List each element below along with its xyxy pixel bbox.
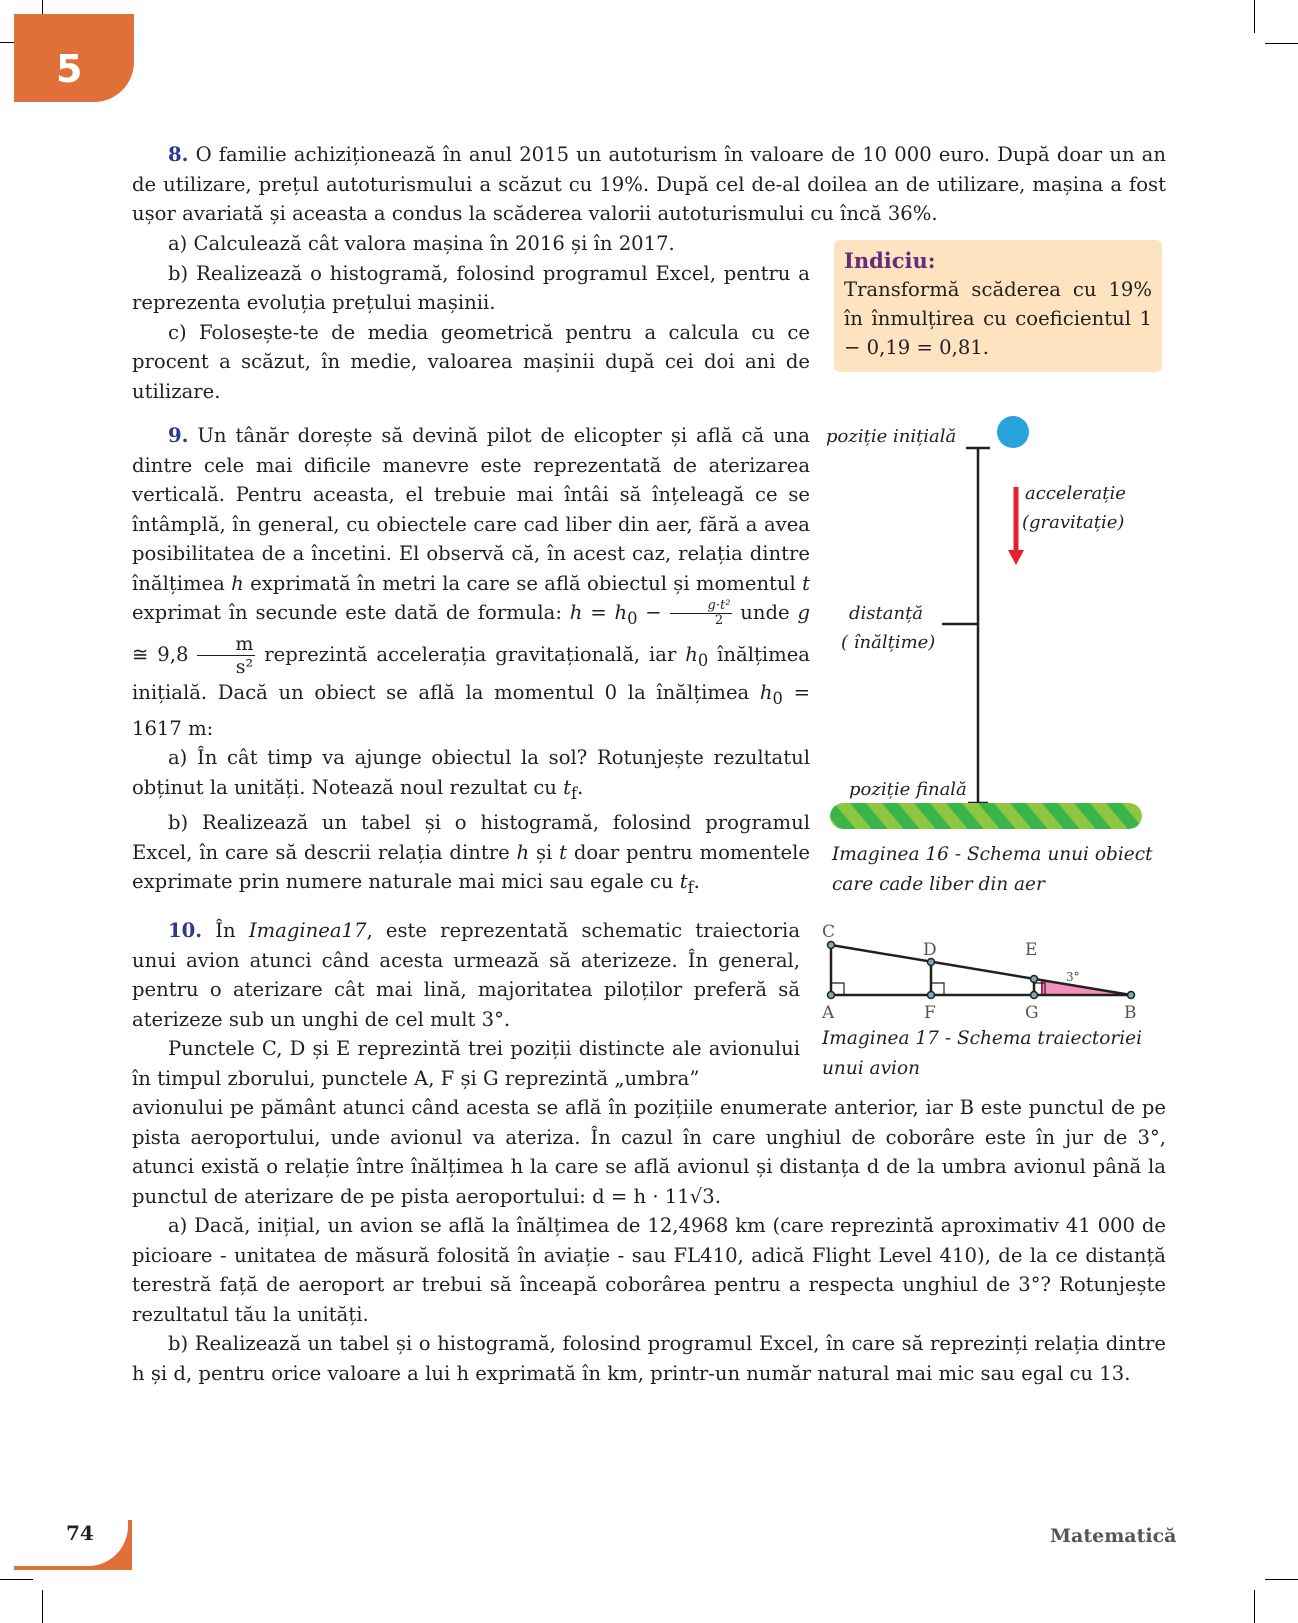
problem-number: 10. [168,919,203,942]
problem-8-parts [132,229,810,406]
var-tf: t [563,775,572,799]
problem-8-intro [132,140,1166,229]
problem-text: = 1617 m: [132,681,810,740]
formula-lhs: h = h [569,601,628,624]
problem-text: În [215,919,236,942]
crop-mark [1254,0,1255,33]
point-label: B [1124,1003,1137,1023]
figure-17-caption [822,1024,1172,1084]
var-h: h [231,571,244,595]
point-label: G [1025,1003,1039,1023]
subscript: f [687,878,694,898]
problem-text: Un tânăr dorește să devină pilot de elicopter și află că una dintre cele mai dificile manevre este reprezentată de aterizarea verticală. Pentru aceasta, el trebuie mai întâi să înțeleagă ce se întâmplă, în general, cu obiectele care cad liber din aer, fără a avea posibilitatea de a încetini. El observă că, în acest caz, relația dintre înălțimea [132,424,810,595]
problem-9 [132,421,810,903]
numerator: g·t² [670,599,733,614]
minus-sign: − [645,601,662,624]
ground-bar [830,803,1142,829]
crop-mark [1254,1590,1255,1623]
problem-8-a: a) Calculează cât valora mașina în 2016 și în 2017. [168,232,675,255]
caption-line: Imaginea 16 - Schema unui obiect [832,844,1153,865]
problem-text: exprimată în metri la care se află obiectul și momentul [250,571,796,595]
problem-text: doar pentru momentele exprimate prin numere naturale mai mici sau egale cu [132,840,810,894]
problem-10-a: a) Dacă, inițial, un avion se află la înălțimea de 12,4968 km (care reprezintă aproximativ 41 000 de picioare - unitatea de măsură folosită în aviație - sau FL410, adică Flight Level 410), de la ce distanță terestră față de aeroport ar trebui să înceapă coborârea pentru a respecta unghiul de 3°? Rotunjește rezultatul tău la unități. [132,1214,1166,1326]
caption-line: Imaginea 17 - Schema traiectoriei [822,1028,1143,1049]
var-h0: h [685,643,698,667]
point-label: F [924,1003,936,1023]
denominator: 2 [714,613,724,628]
crop-mark [0,1579,33,1580]
problem-text: înălțimea inițială. Dacă un obiect se află la momentul 0 la înălțimea [132,643,810,705]
figure-16-caption [832,840,1172,900]
figure-reference: Imaginea17 [248,919,367,942]
caption-line: unui avion [822,1058,920,1079]
page-number: 74 [66,1521,94,1545]
subscript: 0 [627,608,638,628]
angle-label: 3° [1066,970,1080,984]
ball-icon [997,416,1029,448]
problem-10-p1 [132,916,800,1034]
var-h: h [516,840,530,864]
problem-text: O familie achiziționează în anul 2015 un autoturism în valoare de 10 000 euro. După doar un an de utilizare, prețul autoturismului a scăzut cu 19%. După cel de-al doilea an de utilizare, mașina a fost ușor avariată și aceasta a condus la scăderea valorii autoturismului cu încă 36%. [132,143,1166,225]
formula [569,598,740,628]
label-acceleration: accelerație [1025,483,1126,504]
label-gravity: (gravitație) [1022,512,1125,533]
problem-10-intro [132,916,800,1093]
var-h0: h [759,681,773,705]
problem-text: b) Realizează un tabel și o histogramă, folosind programul Excel, în care să descrii relația dintre [132,811,810,864]
problem-8 [132,140,1166,229]
hint-body: Transformă scăderea cu 19% în înmulțirea cu coeficientul 1 − 0,19 = 0,81. [844,278,1152,359]
label-height: ( înălțime) [841,632,936,653]
crop-mark [42,1590,43,1623]
problem-text: exprimat în secunde este dată de formula: [132,601,562,624]
problem-8-b: b) Realizează o histogramă, folosind programul Excel, pentru a reprezenta evoluția prețului mașinii. [132,261,810,314]
problem-text: și [535,840,553,864]
crop-mark [1265,43,1298,44]
problem-number: 9. [168,424,189,447]
var-t: t [559,840,567,864]
problem-text: unde [740,601,790,624]
figure-17-diagram [810,915,1150,1025]
problem-number: 8. [168,143,189,166]
unit-fraction [197,633,255,678]
problem-8-c: c) Folosește-te de media geometrică pentru a calcula cu ce procent a scăzut, în medie, valoarea mașinii după cei doi ani de utilizare. [132,320,810,403]
label-final-position: poziție finală [849,779,967,800]
problem-9-b: b) Realizează un tabel și o histogramă, folosind programul Excel, în care să descrii relația dintre h și t doar pentru momentele exprimate prin numere naturale mai mici sau egale cu $t_f$. [132,811,810,898]
problem-text: , este reprezentată schematic traiectoria unui avion atunci când acesta urmează să aterizeze. În general, pentru o aterizare cât mai lină, majoritatea piloților preferă să aterizeze sub un unghi de cel mult 3°. [132,919,800,1031]
problem-10-rest [132,1093,1166,1388]
problem-10-p3: avionului pe pământ atunci când acesta se află în pozițiile enumerate anterior, iar B este punctul de pe pista aeroportului, unde avionul va ateriza. În cazul în care unghiul de coborâre este în jur de 3°, atunci există o relație între înălțimea h la care se află avionul și distanța d de la umbra avionul până la punctul de aterizare de pe pista aeroportului: d = h · 11√3. [132,1096,1166,1208]
caption-line: care cade liber din aer [832,874,1045,895]
subscript: f [571,783,578,803]
point-label: A [822,1003,835,1023]
problem-10-p2: Punctele C, D și E reprezintă trei poziții distincte ale avionului în timpul zborului, punctele A, F și G reprezintă „umbra” [132,1037,800,1090]
var-t: t [802,571,811,595]
denominator: s² [235,656,254,679]
problem-9-a: a) În cât timp va ajunge obiectul la sol? Rotunjește rezultatul obținut la unități. Notează noul rezultat cu $t_f$. [132,746,810,803]
subscript: 0 [697,651,709,671]
point-label: C [822,922,836,942]
subject-label: Matematică [1050,1525,1177,1547]
crop-mark [1265,1579,1298,1580]
point-label: D [923,940,937,960]
fraction [670,599,733,628]
hint-box [834,240,1162,372]
problem-text: a) În cât timp va ajunge obiectul la sol? Rotunjește rezultatul obținut la unități. Notează noul rezultat cu [132,746,810,799]
chapter-number: 5 [56,47,83,91]
var-g: g [797,601,811,624]
problem-10-b: b) Realizează un tabel și o histogramă, folosind programul Excel, în care să reprezinți relația dintre h și d, pentru orice valoare a lui h exprimată în km, printr-un număr natural mai mic sau egal cu 13. [132,1332,1166,1385]
point-label: E [1025,940,1038,960]
problem-text: reprezintă accelerația gravitațională, iar [264,643,677,667]
subscript: 0 [772,689,783,709]
label-distance: distanță [849,603,924,624]
hint-title: Indiciu: [844,248,936,273]
label-initial-position: poziție inițială [826,426,957,447]
problem-9-body [132,421,810,743]
var-tf: t [679,870,688,894]
numerator: m [197,633,255,656]
problem-text: ≅ 9,8 [132,643,189,667]
